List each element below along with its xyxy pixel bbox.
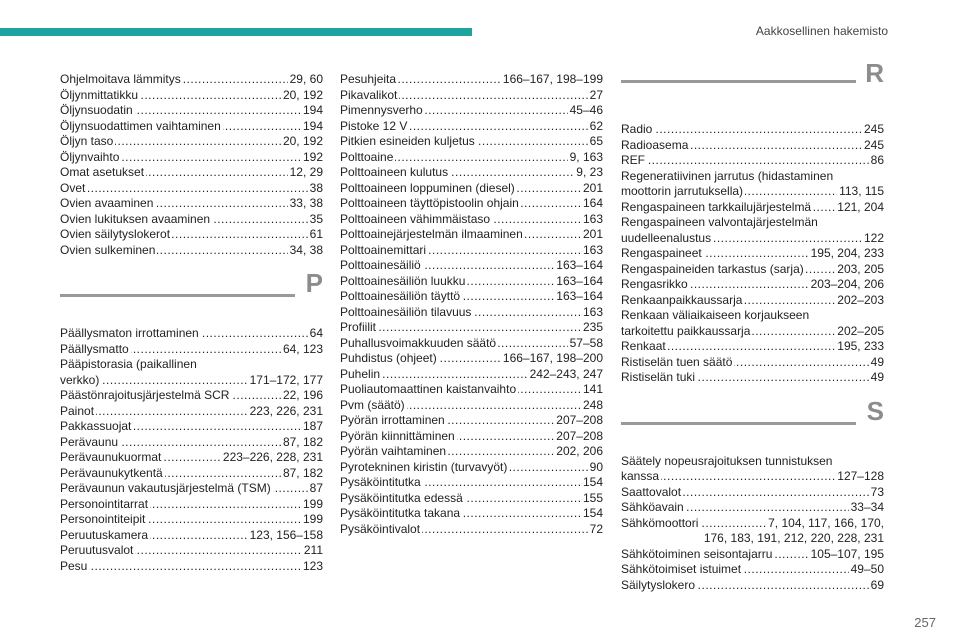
index-entry[interactable] <box>340 289 603 305</box>
index-term: Pysäköintivalot <box>340 521 421 536</box>
index-page-refs: 38 <box>309 180 323 195</box>
index-page-refs: 33–34 <box>850 500 884 514</box>
index-entry[interactable] <box>60 528 323 544</box>
index-column-3 <box>621 58 884 593</box>
index-page-refs: 87, 182 <box>282 434 323 449</box>
index-term: Puhallusvoimakkuuden säätö <box>340 335 497 350</box>
index-term: Sähköavain <box>621 500 684 514</box>
index-term: Polttoaineen vähimmäistaso <box>340 211 491 226</box>
index-entry[interactable] <box>60 227 323 243</box>
index-term: Ovien säilytyslokerot <box>60 227 171 241</box>
index-entry[interactable] <box>621 578 884 594</box>
index-entry[interactable] <box>60 512 323 528</box>
index-entry[interactable] <box>621 500 884 516</box>
index-page-refs: 207–208 <box>556 428 603 443</box>
index-page-refs: 49 <box>870 370 884 384</box>
index-page-refs: 49 <box>870 354 884 369</box>
index-term: Ovien avaaminen <box>60 196 154 210</box>
index-page-refs: 9, 163 <box>569 149 603 164</box>
index-page-refs: 223–226, 228, 231 <box>222 450 323 464</box>
index-entry[interactable] <box>340 274 603 290</box>
index-page-refs: 154 <box>582 475 603 489</box>
letter-section-header <box>621 395 884 448</box>
index-entry[interactable] <box>60 450 323 466</box>
index-term: Öljyn taso <box>60 134 114 148</box>
section-divider-rule <box>621 422 856 425</box>
index-term: Pvm (säätö) <box>340 397 405 412</box>
index-entry[interactable] <box>340 119 603 135</box>
index-entry[interactable] <box>621 246 884 262</box>
index-page-refs: 194 <box>302 103 323 117</box>
index-page-refs: 69 <box>870 577 884 592</box>
index-entry[interactable] <box>340 382 603 398</box>
index-entry-line <box>621 516 884 532</box>
index-entry[interactable] <box>340 227 603 243</box>
index-entry[interactable] <box>621 485 884 501</box>
index-term-first-line: Pääpistorasia (paikallinen <box>60 357 197 371</box>
index-entry[interactable] <box>60 72 323 88</box>
index-entry[interactable] <box>340 475 603 491</box>
top-accent-bar <box>0 28 472 36</box>
index-term: Personointiteipit <box>60 512 146 526</box>
index-entry[interactable] <box>340 444 603 460</box>
index-entry[interactable] <box>340 258 603 274</box>
index-page-refs: 242–243, 247 <box>529 366 603 381</box>
index-entry[interactable] <box>60 326 323 342</box>
index-term: Pysäköintitutka <box>340 475 421 489</box>
index-term: Sähkötoimiset istuimet <box>621 562 742 576</box>
index-entry-line <box>621 231 884 247</box>
index-page-refs: 123, 156–158 <box>249 527 323 542</box>
index-entry[interactable] <box>60 134 323 150</box>
index-page-refs: 72 <box>589 521 603 536</box>
index-entry[interactable] <box>621 262 884 278</box>
index-entry[interactable] <box>340 320 603 336</box>
index-page-refs: 202–203 <box>837 292 884 307</box>
index-page-refs: 7, 104, 117, 166, 170, <box>768 515 884 530</box>
index-entry[interactable] <box>621 355 884 371</box>
index-term: Pyörän vaihtaminen <box>340 444 447 458</box>
index-term: Polttoaine <box>340 149 394 164</box>
index-page-refs: 203, 205 <box>837 261 884 276</box>
index-entry[interactable] <box>340 72 603 88</box>
index-page-refs: 199 <box>302 512 323 526</box>
index-term: Pakkassuojat <box>60 419 132 433</box>
index-term: Perävaunukytkentä <box>60 465 163 480</box>
index-page-refs: 163 <box>582 304 603 319</box>
index-term: REF <box>621 153 645 167</box>
index-term: Saattovalot <box>621 484 682 499</box>
index-page-refs: 64, 123 <box>282 341 323 356</box>
index-term: Pysäköintitutka takana <box>340 506 461 520</box>
index-page-refs: 192 <box>302 149 323 164</box>
section-letter: P <box>305 268 323 298</box>
index-term: Pyrotekninen kiristin (turvavyöt) <box>340 459 508 474</box>
index-entry[interactable] <box>60 435 323 451</box>
index-page-refs: 27 <box>589 87 603 102</box>
index-term: Perävaunukuormat <box>60 450 162 464</box>
index-term: Pesuhjeita <box>340 72 397 86</box>
index-term: Päällysmaton irrottaminen <box>60 326 199 340</box>
index-page-refs: 154 <box>582 506 603 520</box>
index-term: Ristiselän tuki <box>621 370 696 384</box>
index-term: Öljynmittatikku <box>60 87 139 102</box>
index-term: uudelleenalustus <box>621 230 712 245</box>
index-page-refs: 90 <box>589 459 603 474</box>
index-entry[interactable] <box>340 460 603 476</box>
index-page-refs: 201 <box>582 227 603 241</box>
index-entry[interactable] <box>621 562 884 578</box>
index-term: Painot <box>60 403 95 418</box>
index-term: Polttoainemittari <box>340 242 427 257</box>
index-entry[interactable] <box>621 454 884 485</box>
index-page-refs: 45–46 <box>569 103 603 117</box>
section-letter: R <box>865 58 884 88</box>
index-entry-line <box>621 324 884 340</box>
index-page-refs: 166–167, 198–200 <box>502 351 603 365</box>
index-entry[interactable] <box>340 134 603 150</box>
index-term: verkko) <box>60 372 100 387</box>
index-entry[interactable] <box>60 119 323 135</box>
index-page-refs: 163–164 <box>556 258 603 272</box>
index-page-refs: 123 <box>302 558 323 573</box>
index-entry[interactable] <box>60 243 323 259</box>
index-entry[interactable] <box>60 481 323 497</box>
index-column-1 <box>60 72 323 574</box>
index-page-refs: 20, 192 <box>282 87 323 102</box>
index-page-refs: 141 <box>582 382 603 396</box>
index-entry[interactable] <box>60 543 323 559</box>
index-term: Personointitarrat <box>60 496 149 511</box>
index-term-first-line: Renkaan väliaikaiseen korjaukseen <box>621 308 810 322</box>
index-term: Pistoke 12 V <box>340 118 408 133</box>
index-term: Ovien lukituksen avaaminen <box>60 211 211 226</box>
index-entry[interactable] <box>621 200 884 216</box>
index-entry[interactable] <box>340 491 603 507</box>
index-entry[interactable] <box>340 212 603 228</box>
index-term: Polttoainesäiliön luukku <box>340 273 466 288</box>
index-term: Polttoainesäiliön tilavuus <box>340 304 472 319</box>
index-entry[interactable] <box>621 308 884 339</box>
index-page-refs: 163 <box>582 211 603 226</box>
index-entry[interactable] <box>60 497 323 513</box>
index-term: Rengaspaineiden tarkastus (sarja) <box>621 261 804 276</box>
index-column-2 <box>340 72 603 537</box>
index-term: Öljynsuodattimen vaihtaminen <box>60 118 221 133</box>
index-term: Rengaspaineen tarkkailujärjestelmä <box>621 199 812 214</box>
index-term: Pyörän kiinnittäminen <box>340 428 455 443</box>
index-page-refs: 34, 38 <box>289 242 323 257</box>
index-term: Ohjelmoitava lämmitys <box>60 72 181 86</box>
index-term: Polttoaineen täyttöpistoolin ohjain <box>340 196 519 210</box>
index-page-refs: 57–58 <box>569 335 603 350</box>
index-page-refs: 73 <box>870 484 884 499</box>
index-page-refs: 203–204, 206 <box>810 277 884 291</box>
index-term: kanssa <box>621 469 660 483</box>
index-term: Pimennysverho <box>340 103 423 117</box>
index-term: Öljynsuodatin <box>60 103 133 117</box>
index-entry[interactable] <box>621 153 884 169</box>
index-page-refs: 248 <box>582 397 603 412</box>
index-entry[interactable] <box>60 103 323 119</box>
index-page-refs: 62 <box>589 118 603 133</box>
index-term: Sähkötoiminen seisontajarru <box>621 546 773 561</box>
index-page-refs: 245 <box>863 122 884 136</box>
index-entry[interactable] <box>621 169 884 200</box>
index-page-refs: 127–128 <box>837 469 884 483</box>
index-entry[interactable] <box>340 181 603 197</box>
index-page-refs: 245 <box>863 137 884 152</box>
index-term: Pitkien esineiden kuljetus <box>340 134 475 148</box>
index-term: Puhdistus (ohjeet) <box>340 351 437 365</box>
page-number: 257 <box>914 615 936 630</box>
index-entry[interactable] <box>340 398 603 414</box>
index-page-refs: 9, 23 <box>576 165 603 179</box>
index-page-refs: 202–205 <box>837 323 884 338</box>
index-page-refs: 22, 196 <box>282 388 323 402</box>
index-page-refs: 195, 233 <box>837 339 884 353</box>
index-term: tarkoitettu paikkaussarja <box>621 323 751 338</box>
index-entry[interactable] <box>340 367 603 383</box>
index-entry[interactable] <box>60 342 323 358</box>
letter-section-header <box>60 268 323 320</box>
letter-section-header <box>621 58 884 116</box>
section-title: Aakkosellinen hakemisto <box>755 24 888 38</box>
index-entry[interactable] <box>621 370 884 386</box>
index-entry[interactable] <box>340 196 603 212</box>
index-page-refs: 187 <box>302 419 323 433</box>
index-page-refs: 121, 204 <box>837 199 884 214</box>
index-entry[interactable] <box>621 138 884 154</box>
index-entry[interactable] <box>621 547 884 563</box>
index-page-refs: 164 <box>582 196 603 210</box>
index-term: Sähkömoottori <box>621 515 699 530</box>
index-entry[interactable] <box>340 165 603 181</box>
index-page-refs: 122 <box>863 230 884 245</box>
index-entry[interactable] <box>60 559 323 575</box>
index-entry[interactable] <box>60 357 323 388</box>
index-term: Pikavalikot <box>340 87 398 102</box>
index-term-first-line: Regeneratiivinen jarrutus (hidastaminen <box>621 168 834 183</box>
index-term-first-line: Rengaspaineen valvontajärjestelmän <box>621 215 818 229</box>
index-page-refs: 64 <box>309 326 323 340</box>
index-page-refs: 113, 115 <box>839 184 884 198</box>
index-term: Renkaanpaikkaussarja <box>621 292 743 307</box>
index-term: Perävaunun vakautusjärjestelmä (TSM) <box>60 481 271 495</box>
index-term: Säilytyslokero <box>621 577 696 592</box>
index-page-refs: 86 <box>870 153 884 167</box>
index-term: Rengaspaineet <box>621 246 702 260</box>
index-page-refs-continued: 176, 183, 191, 212, 220, 228, 231 <box>703 531 884 545</box>
index-page-refs: 194 <box>302 118 323 133</box>
index-page-refs: 211 <box>303 543 323 557</box>
section-letter: S <box>866 395 884 426</box>
index-term: moottorin jarrutuksella) <box>621 184 744 198</box>
index-page-refs: 163–164 <box>556 289 603 303</box>
index-entry[interactable] <box>340 336 603 352</box>
index-page-refs: 33, 38 <box>289 196 323 210</box>
index-entry[interactable] <box>60 196 323 212</box>
index-term: Öljynvaihto <box>60 149 120 164</box>
index-page-refs: 235 <box>582 320 603 334</box>
index-page-refs: 155 <box>582 490 603 505</box>
index-term: Päästönrajoitusjärjestelmä SCR <box>60 388 230 402</box>
index-entry[interactable] <box>621 122 884 138</box>
index-entry[interactable] <box>340 429 603 445</box>
index-term: Renkaat <box>621 339 666 353</box>
index-entry[interactable] <box>340 103 603 119</box>
index-entry[interactable] <box>621 293 884 309</box>
index-entry[interactable] <box>60 419 323 435</box>
index-entry[interactable] <box>340 150 603 166</box>
index-page-refs: 65 <box>589 134 603 148</box>
index-page-refs: 29, 60 <box>289 72 323 86</box>
index-term: Omat asetukset <box>60 165 145 179</box>
index-term: Radioasema <box>621 137 689 152</box>
index-entry-line <box>621 184 884 200</box>
index-term: Pyörän irrottaminen <box>340 413 445 427</box>
index-term: Polttoainesäiliön täyttö <box>340 289 461 303</box>
index-entry[interactable] <box>340 305 603 321</box>
index-entry[interactable] <box>60 181 323 197</box>
index-term: Polttoainejärjestelmän ilmaaminen <box>340 227 523 241</box>
index-term-first-line: Säätely nopeusrajoituksen tunnistuksen <box>621 453 833 468</box>
index-term: Peruutuskamera <box>60 527 149 542</box>
index-page-refs: 49–50 <box>850 562 884 576</box>
index-entry[interactable] <box>60 88 323 104</box>
index-page-refs: 20, 192 <box>282 134 323 148</box>
section-divider-rule <box>60 294 295 297</box>
index-term: Polttoainesäiliö <box>340 258 421 272</box>
index-term: Ovet <box>60 180 86 195</box>
index-page-refs: 35 <box>309 211 323 226</box>
index-page-refs: 61 <box>309 227 323 241</box>
index-term: Rengasrikko <box>621 277 688 291</box>
index-page-refs: 199 <box>302 496 323 511</box>
index-page-refs: 12, 29 <box>289 165 323 179</box>
index-page-refs: 87, 182 <box>282 465 323 480</box>
index-term: Radio <box>621 122 653 136</box>
index-entry[interactable] <box>60 212 323 228</box>
index-entry[interactable] <box>621 277 884 293</box>
index-term: Profiilit <box>340 320 377 334</box>
index-term: Ristiselän tuen säätö <box>621 354 733 369</box>
index-term: Puhelin <box>340 366 381 381</box>
index-page-refs: 195, 204, 233 <box>810 246 884 260</box>
index-term: Perävaunu <box>60 434 119 449</box>
index-term: Pesu <box>60 558 88 573</box>
index-entry[interactable] <box>621 339 884 355</box>
index-page-refs: 105–107, 195 <box>810 546 884 561</box>
index-entry[interactable] <box>60 165 323 181</box>
index-entry[interactable] <box>60 150 323 166</box>
index-term: Polttoaineen kulutus <box>340 165 449 179</box>
index-page-refs: 163 <box>582 242 603 257</box>
index-page-refs: 202, 206 <box>556 444 603 458</box>
index-page-refs: 171–172, 177 <box>249 372 323 387</box>
index-entry[interactable] <box>621 516 884 547</box>
index-term: Polttoaineen loppuminen (diesel) <box>340 180 515 195</box>
index-entry[interactable] <box>340 351 603 367</box>
index-entry[interactable] <box>621 215 884 246</box>
index-entry-line <box>60 373 323 389</box>
index-page-refs: 207–208 <box>556 413 603 427</box>
index-term: Pysäköintitutka edessä <box>340 490 463 505</box>
index-entry-line <box>621 469 884 485</box>
index-entry[interactable] <box>340 522 603 538</box>
index-term: Peruutusvalot <box>60 543 134 557</box>
index-term: Päällysmatto <box>60 341 129 356</box>
index-entry[interactable] <box>60 388 323 404</box>
index-entry[interactable] <box>60 404 323 420</box>
index-page-refs: 166–167, 198–199 <box>502 72 603 86</box>
section-divider-rule <box>621 80 856 83</box>
index-term: Ovien sulkeminen <box>60 242 156 257</box>
index-entry[interactable] <box>340 413 603 429</box>
index-page-refs: 87 <box>309 481 323 495</box>
index-entry[interactable] <box>340 88 603 104</box>
index-entry[interactable] <box>340 506 603 522</box>
index-term: Puoliautomaattinen kaistanvaihto <box>340 382 517 396</box>
index-page-refs: 223, 226, 231 <box>249 403 323 418</box>
index-entry[interactable] <box>340 243 603 259</box>
index-page-refs: 201 <box>582 180 603 195</box>
index-entry[interactable] <box>60 466 323 482</box>
index-page-refs: 163–164 <box>556 273 603 288</box>
